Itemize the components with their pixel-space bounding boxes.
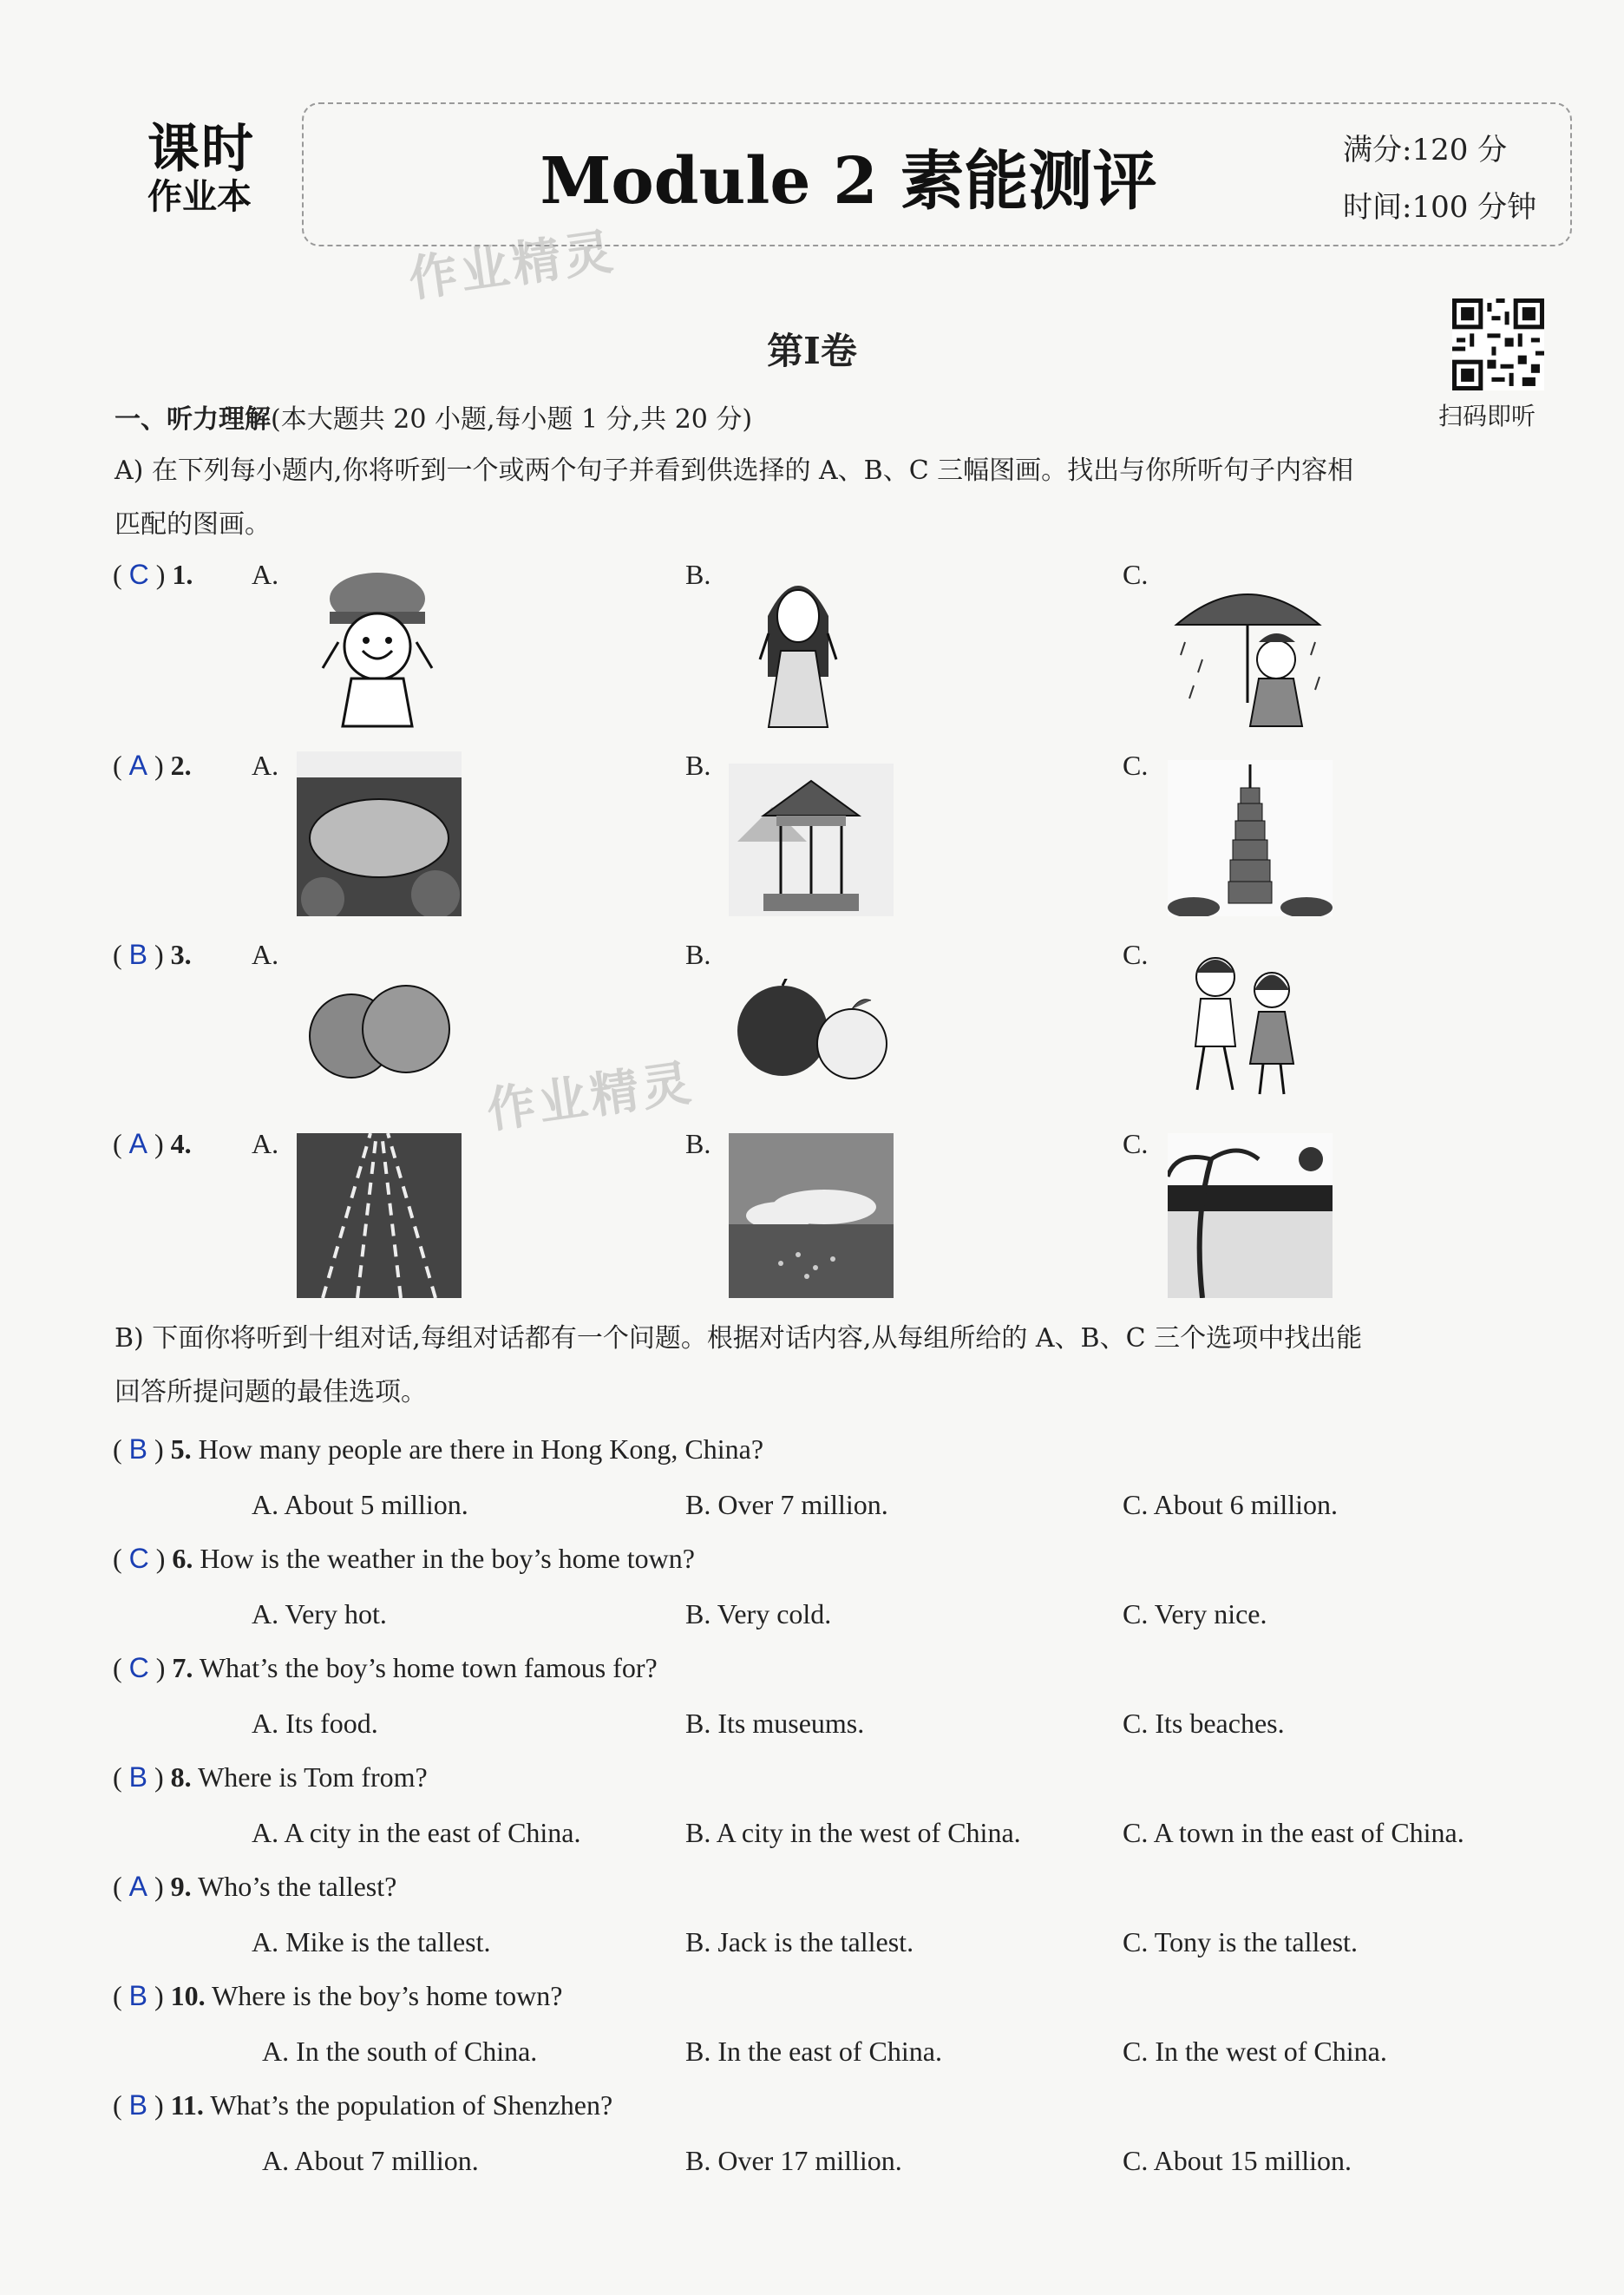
- option-label: B.: [685, 559, 711, 590]
- option-label: C.: [1123, 750, 1149, 781]
- grassland-image[interactable]: [729, 1133, 894, 1298]
- instr-line: B) 下面你将听到十组对话,每组对话都有一个问题。根据对话内容,从每组所给的 A、B、C 三个选项中找出能: [115, 1323, 1363, 1354]
- question-number: 11.: [170, 2089, 204, 2121]
- part-heading-title: 一、听力理解: [115, 404, 271, 435]
- question-row: ( B ) 11. What’s the population of Shenzhen?: [113, 2089, 613, 2121]
- watermark: 作业精灵: [405, 223, 619, 309]
- option-c[interactable]: C. In the west of China.: [1123, 2036, 1387, 2067]
- instr-line: 回答所提问题的最佳选项。: [115, 1377, 427, 1407]
- option-label: C.: [1123, 559, 1149, 590]
- option-b[interactable]: B. Jack is the tallest.: [685, 1926, 914, 1957]
- part-heading: [115, 397, 752, 436]
- option-label: C.: [1123, 939, 1149, 970]
- option-label: A.: [252, 1128, 279, 1159]
- question-row: ( C ) 6. How is the weather in the boy’s home town?: [113, 1543, 695, 1574]
- question-number: 7.: [172, 1652, 193, 1683]
- option-label: B.: [685, 750, 711, 781]
- option-label: A.: [252, 559, 279, 590]
- option-b[interactable]: B. Very cold.: [685, 1598, 832, 1629]
- option-a[interactable]: A. Mike is the tallest.: [252, 1926, 491, 1957]
- option-b[interactable]: B. In the east of China.: [685, 2036, 942, 2067]
- question-text: Who’s the tallest?: [198, 1871, 397, 1902]
- question-number: 3.: [170, 939, 192, 970]
- instr-line: A) 在下列每小题内,你将听到一个或两个句子并看到供选择的 A、B、C 三幅图画。找出与你所听句子内容相: [115, 456, 1354, 486]
- question-number: 1.: [172, 559, 193, 590]
- answer-mark: B: [128, 939, 147, 970]
- question-row: ( A ) 4.: [113, 1128, 192, 1159]
- instructions-b: [115, 1312, 1555, 1420]
- answer-mark: B: [128, 2089, 147, 2121]
- option-c[interactable]: C. Tony is the tallest.: [1123, 1926, 1358, 1957]
- option-c[interactable]: C. About 6 million.: [1123, 1489, 1339, 1520]
- answer-mark: A: [128, 1871, 147, 1902]
- question-number: 9.: [170, 1871, 192, 1902]
- option-a[interactable]: A. In the south of China.: [262, 2036, 538, 2067]
- option-label: B.: [685, 939, 711, 970]
- question-row: ( C ) 7. What’s the boy’s home town famous for?: [113, 1652, 658, 1683]
- question-number: 4.: [170, 1128, 192, 1159]
- brand-line2: 作业本: [147, 177, 252, 217]
- pagoda-image[interactable]: [1168, 760, 1333, 916]
- option-b[interactable]: B. Over 17 million.: [685, 2145, 902, 2176]
- question-number: 6.: [172, 1543, 193, 1574]
- section-title: 第Ⅰ卷: [767, 330, 857, 372]
- option-b[interactable]: B. A city in the west of China.: [685, 1817, 1021, 1848]
- brand-line1: 课时: [147, 119, 255, 180]
- option-a[interactable]: A. About 7 million.: [262, 2145, 479, 2176]
- answer-mark: B: [128, 1761, 147, 1793]
- option-a[interactable]: A. A city in the east of China.: [252, 1817, 581, 1848]
- part-heading-note: (本大题共 20 小题,每小题 1 分,共 20 分): [271, 404, 753, 435]
- option-b[interactable]: B. Its museums.: [685, 1708, 865, 1739]
- option-label: A.: [252, 939, 279, 970]
- answer-mark: C: [128, 1543, 149, 1574]
- answer-mark: B: [128, 1980, 147, 2011]
- instructions-a: [115, 444, 1555, 552]
- girl-cap-image[interactable]: [312, 564, 442, 729]
- question-row: ( B ) 5. How many people are there in Hong Kong, China?: [113, 1433, 764, 1465]
- answer-mark: B: [128, 1433, 147, 1465]
- question-text: What’s the population of Shenzhen?: [210, 2089, 613, 2121]
- option-c[interactable]: C. A town in the east of China.: [1123, 1817, 1464, 1848]
- option-b[interactable]: B. Over 7 million.: [685, 1489, 888, 1520]
- question-text: What’s the boy’s home town famous for?: [199, 1652, 658, 1683]
- option-label: B.: [685, 1128, 711, 1159]
- question-row: ( C ) 1.: [113, 559, 193, 590]
- qr-label: 扫码即听: [1438, 402, 1536, 430]
- highway-image[interactable]: [297, 1133, 462, 1298]
- option-a[interactable]: A. Its food.: [252, 1708, 378, 1739]
- option-c[interactable]: C. Its beaches.: [1123, 1708, 1285, 1739]
- question-text: How is the weather in the boy’s home town?: [200, 1543, 695, 1574]
- time-limit: 时间:100 分钟: [1343, 190, 1537, 225]
- apples-image[interactable]: [730, 979, 891, 1083]
- answer-mark: C: [128, 559, 149, 590]
- answer-mark: A: [128, 1128, 147, 1159]
- girl-umbrella-rain-image[interactable]: [1168, 573, 1328, 729]
- girl-long-hair-image[interactable]: [746, 564, 850, 729]
- oranges-image[interactable]: [304, 977, 453, 1081]
- answer-mark: C: [128, 1652, 149, 1683]
- beach-image[interactable]: [1168, 1133, 1333, 1298]
- option-a[interactable]: A. Very hot.: [252, 1598, 387, 1629]
- question-text: How many people are there in Hong Kong, China?: [198, 1433, 764, 1465]
- page-title: Module 2 素能测评: [540, 144, 1157, 219]
- question-row: ( A ) 9. Who’s the tallest?: [113, 1871, 397, 1902]
- question-row: ( B ) 8. Where is Tom from?: [113, 1761, 428, 1793]
- pavilion-image[interactable]: [729, 764, 894, 916]
- question-text: Where is Tom from?: [198, 1761, 428, 1793]
- question-row: ( B ) 10. Where is the boy’s home town?: [113, 1980, 563, 2011]
- answer-mark: A: [128, 750, 147, 781]
- full-score: 满分:120 分: [1343, 133, 1508, 167]
- option-label: A.: [252, 750, 279, 781]
- option-label: C.: [1123, 1128, 1149, 1159]
- question-row: ( B ) 3.: [113, 939, 192, 970]
- option-a[interactable]: A. About 5 million.: [252, 1489, 468, 1520]
- question-row: ( A ) 2.: [113, 750, 192, 781]
- lake-image[interactable]: [297, 751, 462, 916]
- brand-logo: [147, 121, 278, 217]
- watermark: 作业精灵: [483, 1054, 697, 1140]
- option-c[interactable]: C. About 15 million.: [1123, 2145, 1352, 2176]
- question-number: 5.: [170, 1433, 192, 1465]
- score-info: [1343, 121, 1536, 236]
- option-c[interactable]: C. Very nice.: [1123, 1598, 1267, 1629]
- question-text: Where is the boy’s home town?: [212, 1980, 563, 2011]
- question-number: 10.: [170, 1980, 206, 2011]
- instr-line: 匹配的图画。: [115, 509, 271, 540]
- question-number: 2.: [170, 750, 192, 781]
- question-number: 8.: [170, 1761, 192, 1793]
- boy-girl-walking-image[interactable]: [1176, 951, 1306, 1098]
